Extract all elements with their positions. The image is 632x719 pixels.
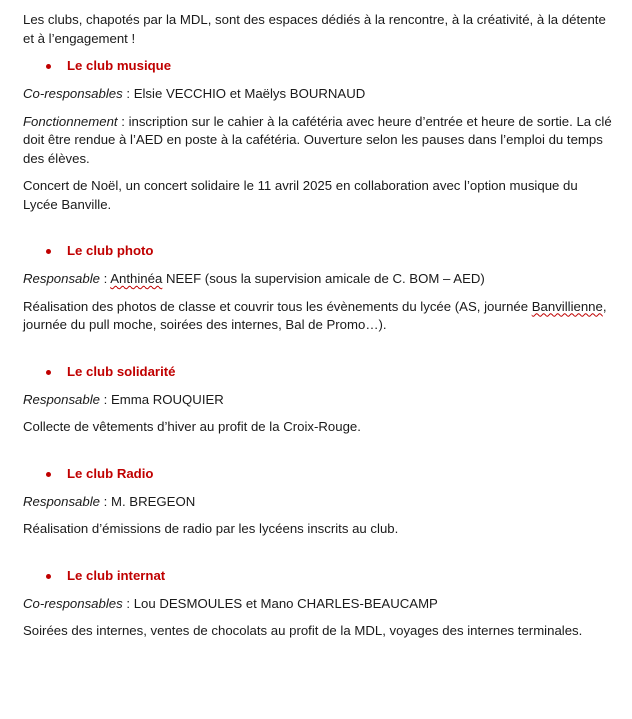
spellcheck-word: Anthinéa bbox=[110, 271, 163, 286]
club-internat-responsables bbox=[23, 595, 613, 614]
role-label: Co-responsables bbox=[23, 595, 123, 611]
role-value: : Emma ROUQUIER bbox=[99, 391, 224, 407]
bullet-icon bbox=[46, 472, 51, 477]
club-photo-heading bbox=[23, 242, 613, 261]
club-internat-heading bbox=[23, 567, 613, 586]
desc-part: Réalisation des photos de classe et couvrir tous les évènements du lycée (AS, journée bbox=[23, 298, 532, 314]
club-title: Le club internat bbox=[67, 567, 166, 583]
club-radio-description: Réalisation d’émissions de radio par les lycéens inscrits au club. bbox=[23, 521, 399, 536]
club-internat-description: Soirées des internes, ventes de chocolats au profit de la MDL, voyages des internes terminales. bbox=[23, 623, 583, 638]
club-radio-responsable bbox=[23, 493, 613, 512]
club-solidarite-responsable bbox=[23, 391, 613, 410]
club-musique-responsables bbox=[23, 85, 613, 104]
role-label: Responsable bbox=[23, 271, 100, 286]
club-musique-heading bbox=[23, 57, 613, 76]
document-page bbox=[23, 11, 613, 641]
club-solidarite-heading bbox=[23, 363, 613, 382]
bullet-icon bbox=[46, 370, 51, 375]
club-radio-heading bbox=[23, 465, 613, 484]
role-value: : Lou DESMOULES et Mano CHARLES-BEAUCAMP bbox=[122, 595, 438, 611]
club-photo-responsable bbox=[23, 270, 613, 289]
bullet-icon bbox=[46, 574, 51, 579]
club-photo-description bbox=[23, 298, 613, 335]
spellcheck-word: Banvillienne bbox=[531, 298, 603, 314]
intro-paragraph: Les clubs, chapotés par la MDL, sont des espaces dédiés à la rencontre, à la créativité, à la détente et à l’engagement ! bbox=[23, 12, 606, 46]
club-solidarite-description: Collecte de vêtements d’hiver au profit de la Croix-Rouge. bbox=[23, 419, 361, 434]
club-musique-description: Concert de Noël, un concert solidaire le 11 avril 2025 en collaboration avec l’option musique du Lycée Banville. bbox=[23, 178, 578, 212]
club-title: Le club Radio bbox=[67, 465, 154, 481]
club-musique-fonctionnement bbox=[23, 113, 613, 169]
role-label: Responsable bbox=[23, 493, 100, 509]
club-title: Le club musique bbox=[67, 58, 172, 73]
desc-part: , journée du pull moche, soirées des internes, Bal de Promo…). bbox=[23, 298, 607, 332]
role-label: Responsable bbox=[23, 391, 100, 407]
club-title: Le club solidarité bbox=[67, 363, 176, 379]
bullet-icon bbox=[46, 64, 51, 69]
role-value: : M. BREGEON bbox=[99, 493, 196, 509]
bullet-icon bbox=[46, 249, 51, 254]
fonctionnement-value: : inscription sur le cahier à la cafétéria avec heure d’entrée et heure de sortie. La clé doit être rendue à l’AED en poste à la cafétéria. Ouverture selon les pauses dans l’emploi du temps des élèves. bbox=[23, 113, 612, 166]
club-title: Le club photo bbox=[67, 243, 154, 258]
role-separator: : bbox=[99, 271, 111, 286]
role-rest: NEEF (sous la supervision amicale de C. BOM – AED) bbox=[162, 271, 485, 286]
role-label: Co-responsables bbox=[23, 86, 123, 101]
role-value: : Elsie VECCHIO et Maëlys BOURNAUD bbox=[122, 86, 366, 101]
fonctionnement-label: Fonctionnement bbox=[23, 113, 118, 129]
